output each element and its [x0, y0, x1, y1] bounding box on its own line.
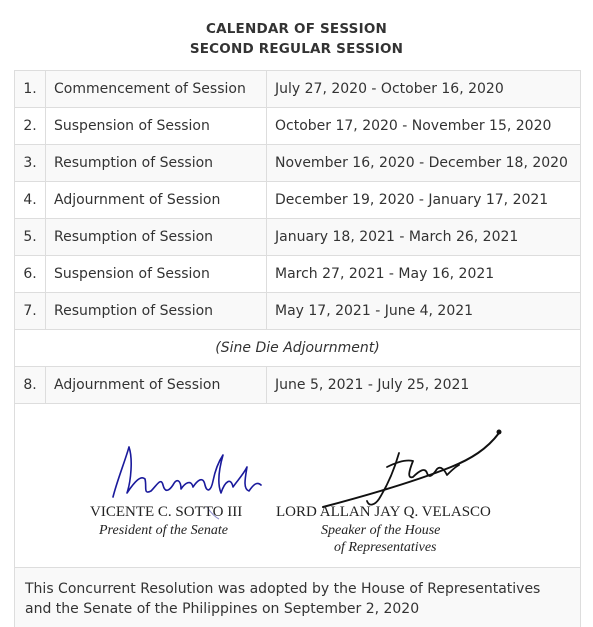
row-dates: July 27, 2020 - October 16, 2020: [267, 71, 581, 108]
adoption-note-line1: This Concurrent Resolution was adopted by the House of Representatives: [25, 581, 541, 597]
row-dates: May 17, 2021 - June 4, 2021: [267, 293, 581, 330]
house-speaker-name: LORD ALLAN JAY Q. VELASCO: [276, 504, 491, 520]
sine-die-row: [15, 330, 581, 367]
table-row: [15, 219, 581, 256]
table-row: [15, 367, 581, 404]
house-speaker-title: Speaker of the House: [321, 523, 441, 538]
calendar-subtitle: SECOND REGULAR SESSION: [189, 41, 404, 57]
row-dates: October 17, 2020 - November 15, 2020: [267, 108, 581, 145]
row-number: 5.: [15, 219, 46, 256]
adoption-note-line2: and the Senate of the Philippines on September 2, 2020: [25, 601, 420, 617]
row-activity: Commencement of Session: [46, 71, 267, 108]
signature-block: [14, 403, 581, 568]
row-activity: Resumption of Session: [46, 145, 267, 182]
table-row: [15, 71, 581, 108]
row-dates: January 18, 2021 - March 26, 2021: [267, 219, 581, 256]
row-number: 2.: [15, 108, 46, 145]
sine-die-note: (Sine Die Adjournment): [15, 330, 581, 367]
table-row: [15, 256, 581, 293]
house-speaker-title-cont: of Representatives: [334, 540, 437, 555]
row-number: 6.: [15, 256, 46, 293]
row-number: 8.: [15, 367, 46, 404]
session-calendar-table: [14, 70, 581, 404]
row-dates: March 27, 2021 - May 16, 2021: [267, 256, 581, 293]
table-row: [15, 145, 581, 182]
row-activity: Suspension of Session: [46, 256, 267, 293]
row-dates: June 5, 2021 - July 25, 2021: [267, 367, 581, 404]
row-activity: Suspension of Session: [46, 108, 267, 145]
row-dates: December 19, 2020 - January 17, 2021: [267, 182, 581, 219]
row-activity: Resumption of Session: [46, 219, 267, 256]
row-number: 4.: [15, 182, 46, 219]
row-number: 1.: [15, 71, 46, 108]
row-number: 3.: [15, 145, 46, 182]
house-speaker-signature: [321, 427, 511, 512]
row-number: 7.: [15, 293, 46, 330]
table-row: [15, 293, 581, 330]
row-activity: Resumption of Session: [46, 293, 267, 330]
row-dates: November 16, 2020 - December 18, 2020: [267, 145, 581, 182]
table-row: [15, 108, 581, 145]
adoption-note: [14, 568, 581, 627]
table-row: [15, 182, 581, 219]
senate-president-name: VICENTE C. SOTTO III: [90, 504, 243, 520]
row-activity: Adjournment of Session: [46, 367, 267, 404]
senate-president-title: President of the Senate: [99, 523, 228, 538]
row-activity: Adjournment of Session: [46, 182, 267, 219]
calendar-title: CALENDAR OF SESSION: [205, 21, 387, 37]
senate-president-signature: [107, 441, 277, 501]
